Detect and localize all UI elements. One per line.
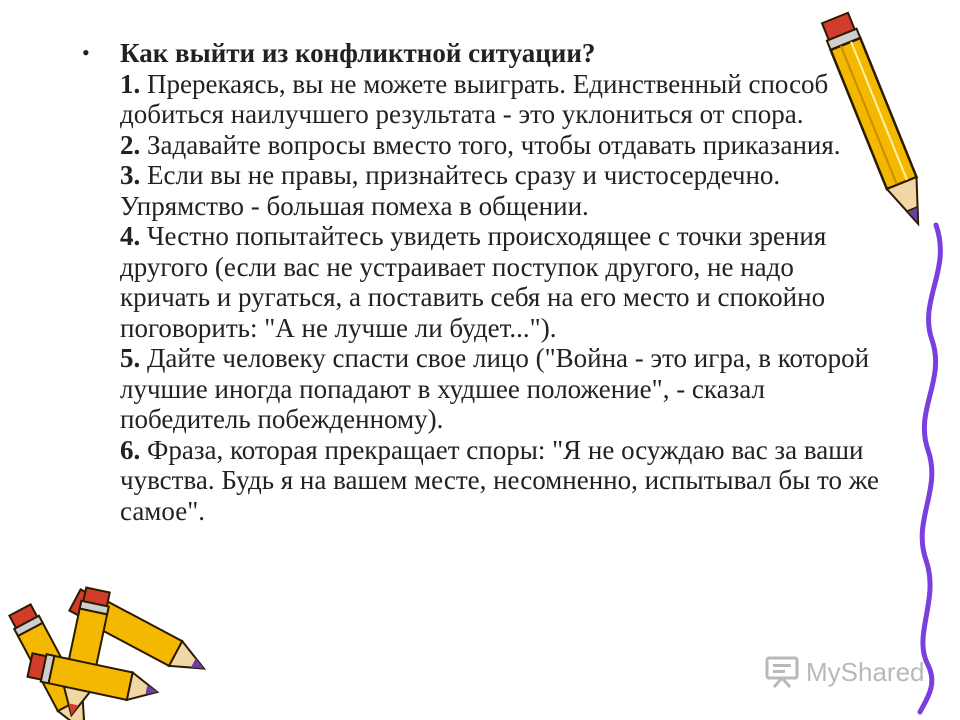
item-number: 6. [120, 434, 141, 465]
item-text: Дайте человеку спасти свое лицо ("Война - это игра, в которой лучшие иногда попадают в худшее положение", - сказал победитель побежденному). [120, 343, 870, 434]
presentation-board-icon [764, 655, 800, 689]
list-item [120, 221, 882, 343]
list-item [120, 435, 882, 527]
item-number: 1. [120, 68, 141, 99]
item-text: Задавайте вопросы вместо того, чтобы отдавать приказания. [140, 129, 841, 160]
item-text: Фраза, которая прекращает споры: "Я не осуждаю вас за ваши чувства. Будь я на вашем месте, несомненно, испытывал бы то же самое". [120, 434, 880, 526]
list-item [120, 160, 882, 221]
list-item [120, 343, 882, 435]
slide-heading: Как выйти из конфликтной ситуации? [120, 38, 596, 68]
item-number: 2. [120, 129, 141, 160]
item-text: Если вы не правы, признайтесь сразу и чистосердечно. Упрямство - большая помеха в общении. [120, 160, 781, 221]
item-number: 5. [120, 343, 141, 373]
watermark [764, 652, 925, 692]
item-text: Честно попытайтесь увидеть происходящее с точки зрения другого (если вас не устраивает поступок другого, не надо кричать и ругаться, а поставить себя на его место и спокойно поговорить: "А не лучше ли будет..."). [120, 221, 827, 343]
watermark-text: MyShared [806, 656, 925, 687]
item-text: Пререкаясь, вы не можете выиграть. Единственный способ добиться наилучшего результата - это уклониться от спора. [120, 68, 829, 129]
slide-content [82, 38, 882, 526]
bullet-item [82, 38, 882, 526]
pencil-cluster-icon [8, 587, 211, 720]
bullet-mark: • [82, 40, 90, 65]
list-item [120, 130, 882, 161]
bullet-body [120, 38, 882, 526]
purple-scribble-line [920, 225, 940, 712]
list-item [120, 69, 882, 130]
item-number: 3. [120, 160, 141, 190]
item-number: 4. [120, 221, 141, 251]
